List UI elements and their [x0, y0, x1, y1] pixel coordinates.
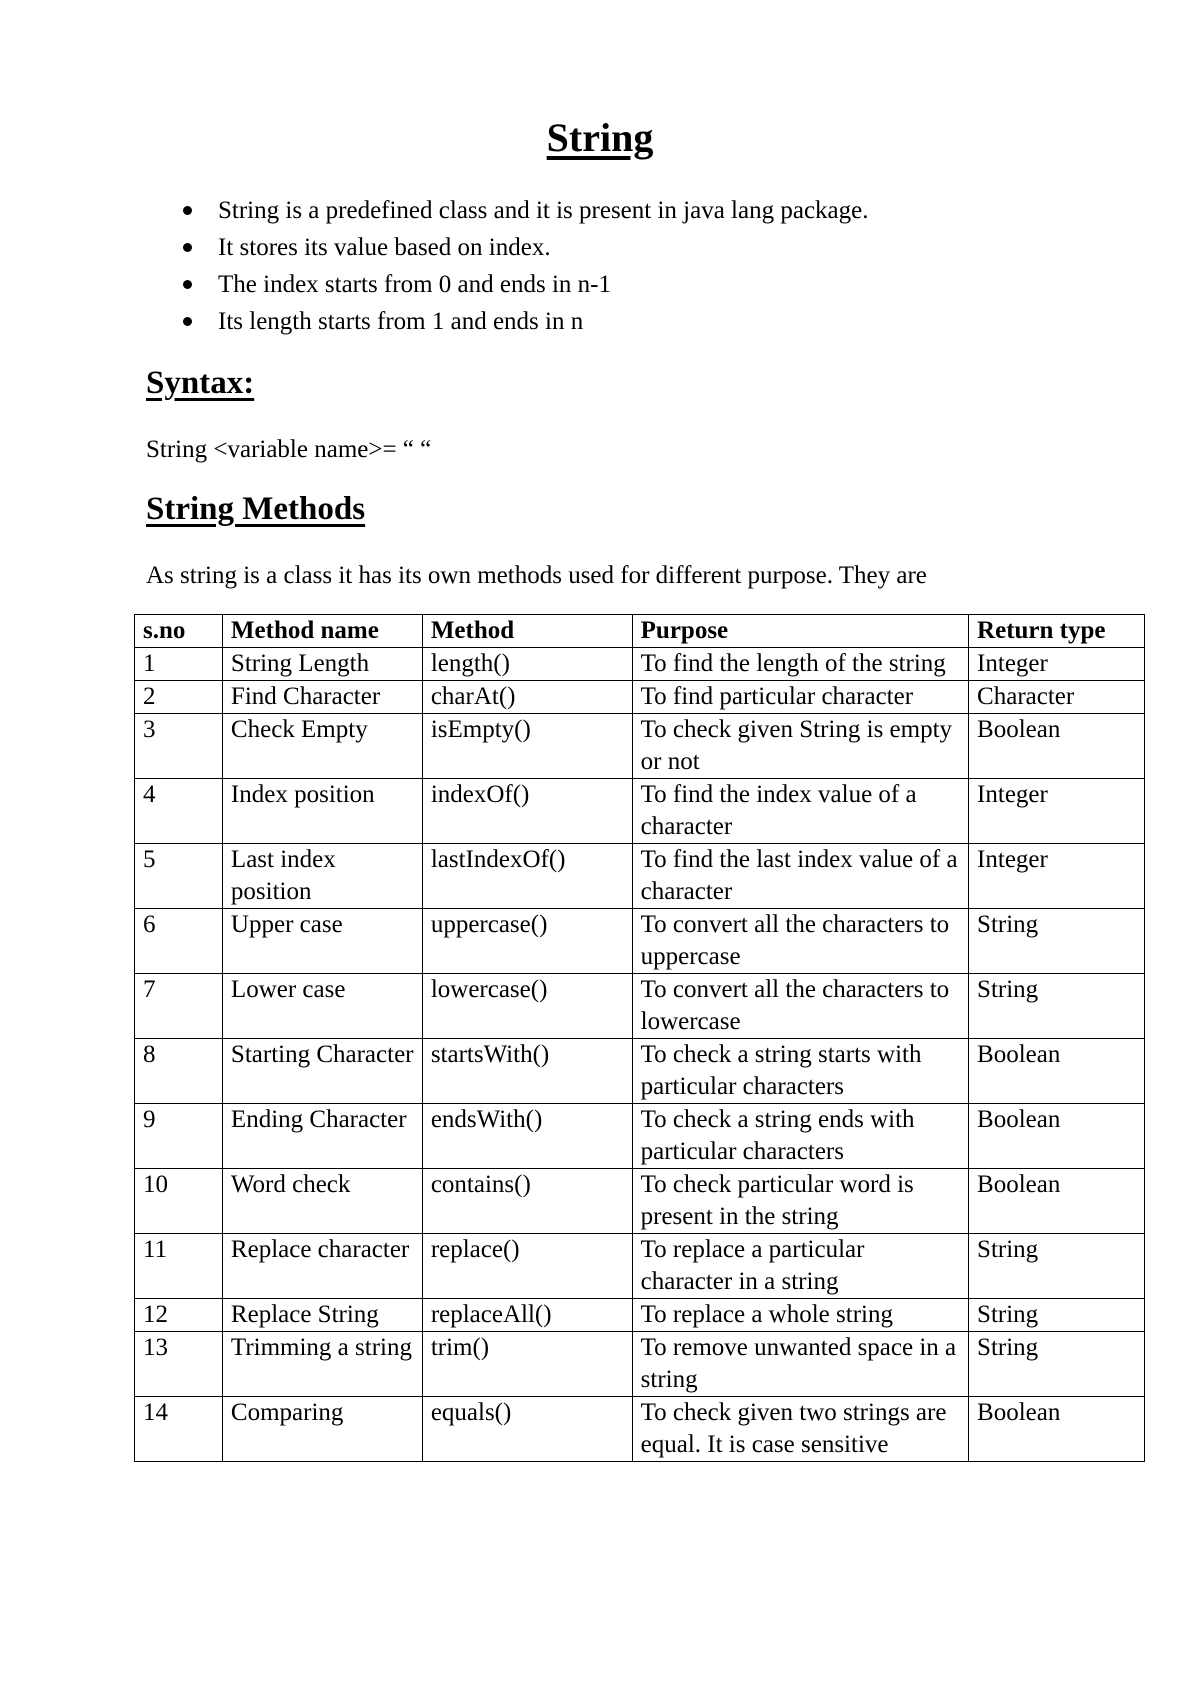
cell-purpose: To find the last index value of a character [632, 844, 968, 909]
cell-purpose: To replace a whole string [632, 1299, 968, 1332]
cell-method-name: Word check [222, 1169, 422, 1234]
cell-method-name: Index position [222, 779, 422, 844]
cell-purpose: To check a string ends with particular characters [632, 1104, 968, 1169]
cell-return-type: Character [969, 681, 1145, 714]
column-header-method-name: Method name [222, 615, 422, 648]
cell-method: equals() [422, 1397, 632, 1462]
cell-method-name: Check Empty [222, 714, 422, 779]
cell-return-type: Boolean [969, 1397, 1145, 1462]
table-row [135, 1169, 1145, 1234]
methods-intro-text: As string is a class it has its own methods used for different purpose. They are [146, 562, 927, 589]
table-row [135, 844, 1145, 909]
table-row [135, 974, 1145, 1039]
cell-method-name: Lower case [222, 974, 422, 1039]
cell-method-name: Last index position [222, 844, 422, 909]
bullet-dot-icon [183, 243, 192, 252]
cell-sno: 3 [135, 714, 223, 779]
cell-method: startsWith() [422, 1039, 632, 1104]
table-row [135, 714, 1145, 779]
bullet-text: String is a predefined class and it is present in java lang package. [218, 197, 869, 224]
cell-method-name: Starting Character [222, 1039, 422, 1104]
cell-return-type: String [969, 909, 1145, 974]
cell-method: lowercase() [422, 974, 632, 1039]
cell-return-type: Integer [969, 648, 1145, 681]
bullet-item [183, 303, 869, 340]
cell-method-name: Replace character [222, 1234, 422, 1299]
cell-method: uppercase() [422, 909, 632, 974]
cell-purpose: To find the index value of a character [632, 779, 968, 844]
table-row [135, 1234, 1145, 1299]
cell-method: indexOf() [422, 779, 632, 844]
cell-return-type: Integer [969, 844, 1145, 909]
cell-sno: 2 [135, 681, 223, 714]
cell-method: endsWith() [422, 1104, 632, 1169]
table-row [135, 1299, 1145, 1332]
cell-method: trim() [422, 1332, 632, 1397]
cell-return-type: String [969, 1299, 1145, 1332]
cell-purpose: To replace a particular character in a string [632, 1234, 968, 1299]
cell-sno: 5 [135, 844, 223, 909]
cell-return-type: String [969, 1234, 1145, 1299]
table-row [135, 909, 1145, 974]
column-header-method: Method [422, 615, 632, 648]
table-row [135, 1332, 1145, 1397]
cell-method: contains() [422, 1169, 632, 1234]
cell-return-type: Boolean [969, 1169, 1145, 1234]
cell-sno: 11 [135, 1234, 223, 1299]
cell-return-type: Boolean [969, 1104, 1145, 1169]
table-row [135, 779, 1145, 844]
cell-purpose: To find the length of the string [632, 648, 968, 681]
cell-sno: 10 [135, 1169, 223, 1234]
column-header-return-type: Return type [969, 615, 1145, 648]
cell-method: replace() [422, 1234, 632, 1299]
cell-method-name: Ending Character [222, 1104, 422, 1169]
table-header-row [135, 615, 1145, 648]
bullet-item [183, 266, 869, 303]
cell-method-name: Trimming a string [222, 1332, 422, 1397]
column-header-sno: s.no [135, 615, 223, 648]
bullet-text: Its length starts from 1 and ends in n [218, 308, 584, 335]
table-body [135, 648, 1145, 1462]
bullet-dot-icon [183, 206, 192, 215]
cell-method: replaceAll() [422, 1299, 632, 1332]
cell-sno: 12 [135, 1299, 223, 1332]
cell-method-name: String Length [222, 648, 422, 681]
syntax-line: String <variable name>= “ “ [146, 436, 432, 463]
cell-return-type: String [969, 1332, 1145, 1397]
cell-purpose: To convert all the characters to uppercase [632, 909, 968, 974]
column-header-purpose: Purpose [632, 615, 968, 648]
string-methods-heading: String Methods [146, 491, 366, 527]
bullet-text: The index starts from 0 and ends in n-1 [218, 271, 611, 298]
cell-sno: 7 [135, 974, 223, 1039]
cell-purpose: To remove unwanted space in a string [632, 1332, 968, 1397]
bullet-item [183, 192, 869, 229]
bullet-text: It stores its value based on index. [218, 234, 551, 261]
intro-bullet-list [183, 192, 869, 340]
cell-method-name: Upper case [222, 909, 422, 974]
cell-sno: 8 [135, 1039, 223, 1104]
bullet-dot-icon [183, 280, 192, 289]
table-row [135, 648, 1145, 681]
cell-sno: 6 [135, 909, 223, 974]
bullet-item [183, 229, 869, 266]
table-row [135, 681, 1145, 714]
cell-purpose: To convert all the characters to lowercase [632, 974, 968, 1039]
cell-sno: 1 [135, 648, 223, 681]
cell-method: isEmpty() [422, 714, 632, 779]
cell-return-type: String [969, 974, 1145, 1039]
cell-method: length() [422, 648, 632, 681]
cell-purpose: To find particular character [632, 681, 968, 714]
cell-sno: 14 [135, 1397, 223, 1462]
cell-method-name: Replace String [222, 1299, 422, 1332]
table-row [135, 1104, 1145, 1169]
cell-sno: 13 [135, 1332, 223, 1397]
bullet-dot-icon [183, 317, 192, 326]
string-methods-table [134, 614, 1145, 1462]
cell-method: lastIndexOf() [422, 844, 632, 909]
cell-return-type: Boolean [969, 1039, 1145, 1104]
cell-method-name: Find Character [222, 681, 422, 714]
cell-sno: 9 [135, 1104, 223, 1169]
cell-method-name: Comparing [222, 1397, 422, 1462]
cell-method: charAt() [422, 681, 632, 714]
cell-purpose: To check a string starts with particular characters [632, 1039, 968, 1104]
page-title: String [546, 115, 654, 160]
cell-purpose: To check particular word is present in the string [632, 1169, 968, 1234]
syntax-heading: Syntax: [146, 365, 255, 401]
table-row [135, 1039, 1145, 1104]
cell-sno: 4 [135, 779, 223, 844]
table-row [135, 1397, 1145, 1462]
cell-return-type: Integer [969, 779, 1145, 844]
cell-purpose: To check given two strings are equal. It is case sensitive [632, 1397, 968, 1462]
cell-purpose: To check given String is empty or not [632, 714, 968, 779]
cell-return-type: Boolean [969, 714, 1145, 779]
